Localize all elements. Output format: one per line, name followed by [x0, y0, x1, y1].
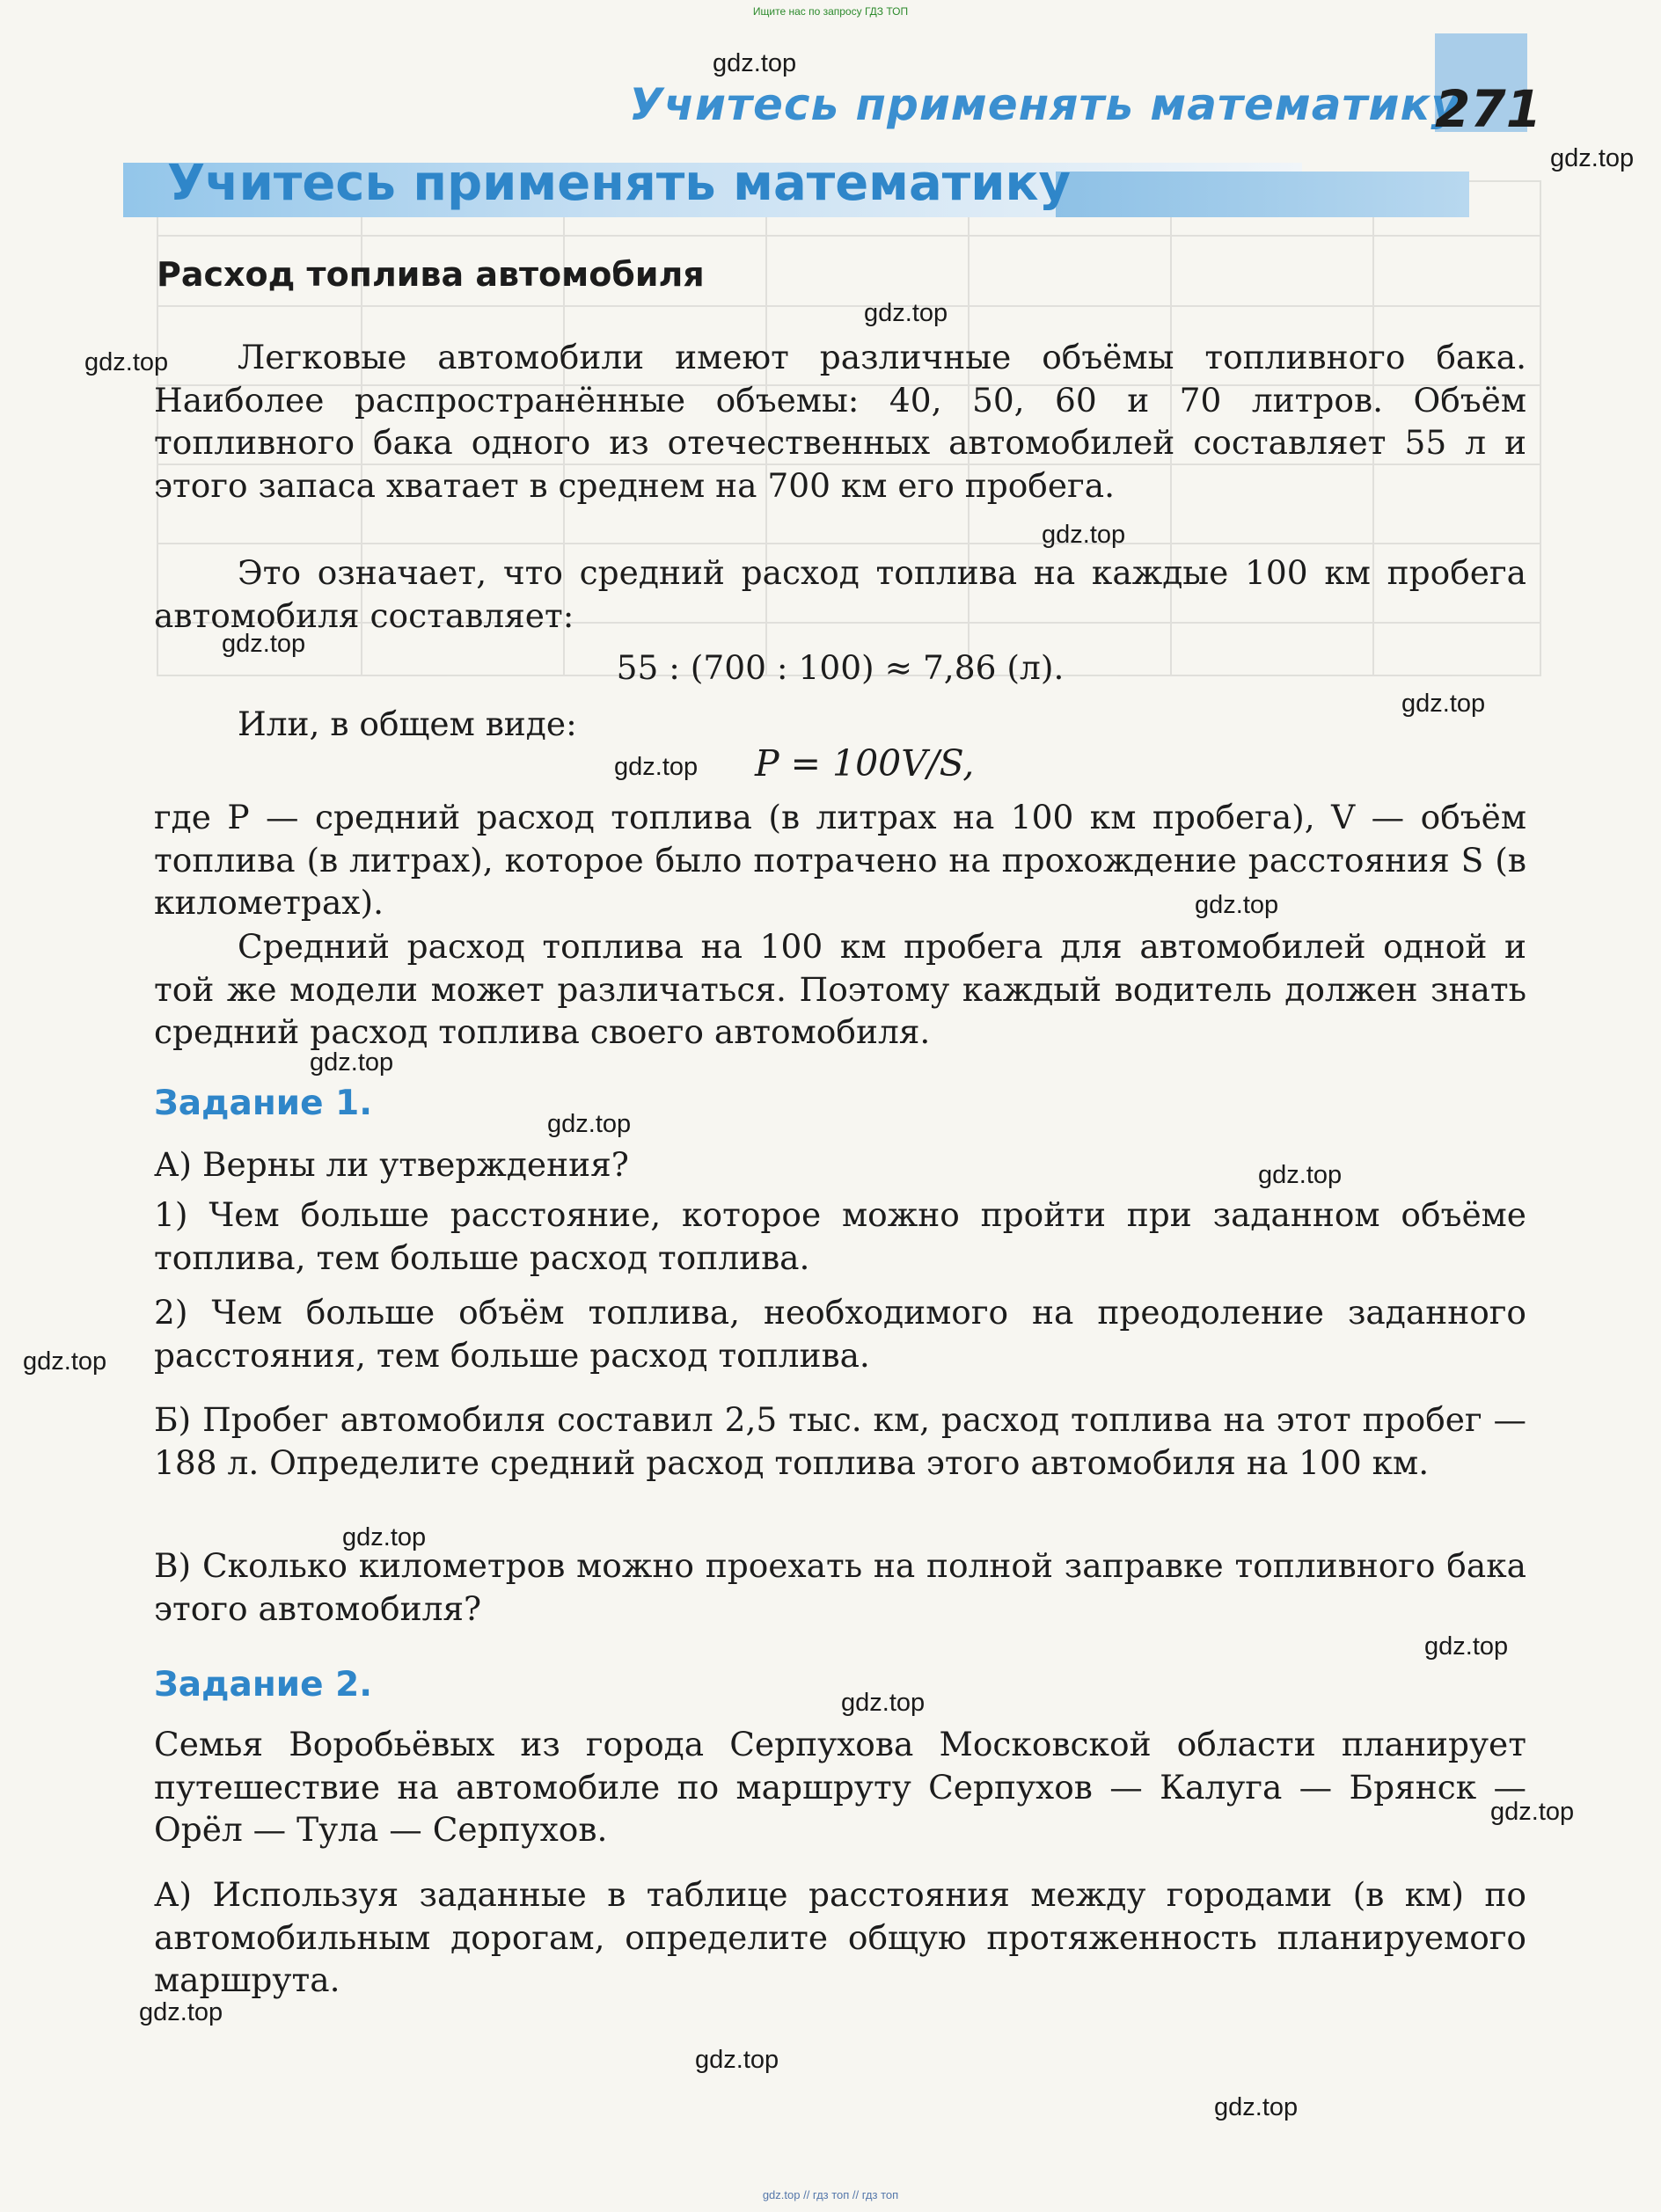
- watermark: gdz.top: [342, 1523, 427, 1551]
- paragraph-explanation: Это означает, что средний расход топлива на каждые 100 км пробега автомобиля составляет:: [154, 553, 1526, 635]
- watermark: gdz.top: [841, 1689, 926, 1717]
- watermark: gdz.top: [310, 1048, 394, 1077]
- watermark: gdz.top: [1424, 1632, 1509, 1661]
- paragraph-conclusion: Средний расход топлива на 100 км пробега для автомобилей одной и той же модели может различаться. Поэтому каждый водитель должен знать средний расход топлива своего автомобиля.: [154, 927, 1526, 1051]
- paragraph-definitions: где P — средний расход топлива (в литрах на 100 км пробега), V — объём топлива (в литрах), которое было потрачено на прохождение расстояния S (в километрах).: [154, 798, 1526, 922]
- task1-statement-2: 2) Чем больше объём топлива, необходимого на преодоление заданного расстояния, тем больше расход топлива.: [154, 1293, 1526, 1375]
- watermark: gdz.top: [1214, 2093, 1299, 2121]
- task1-question-a: А) Верны ли утверждения?: [154, 1145, 629, 1184]
- watermark: gdz.top: [1195, 891, 1279, 919]
- watermark: gdz.top: [1490, 1798, 1575, 1826]
- watermark: gdz.top: [695, 2046, 779, 2074]
- watermark: gdz.top: [713, 49, 797, 77]
- watermark: gdz.top: [1401, 690, 1486, 718]
- formula-example: 55 : (700 : 100) ≈ 7,86 (л).: [616, 648, 1065, 687]
- watermark: gdz.top: [864, 299, 948, 327]
- task1-heading: Задание 1.: [154, 1084, 373, 1123]
- task2-heading: Задание 2.: [154, 1665, 373, 1705]
- watermark: gdz.top: [1042, 521, 1126, 549]
- watermark: gdz.top: [222, 630, 306, 658]
- watermark: gdz.top: [547, 1110, 632, 1138]
- section-title: Учитесь применять математику: [167, 155, 1071, 212]
- page-number: 271: [1435, 79, 1542, 139]
- watermark: gdz.top: [84, 348, 169, 376]
- running-header: Учитесь применять математику: [629, 79, 1460, 130]
- task1-question-b: Б) Пробег автомобиля составил 2,5 тыс. км, расход топлива на этот пробег — 188 л. Определите средний расход топлива этого автомобиля на 100 км.: [154, 1400, 1526, 1482]
- watermark: gdz.top: [1550, 144, 1635, 172]
- paragraph-intro: Легковые автомобили имеют различные объёмы топливного бака. Наиболее распространённые объемы: 40, 50, 60 и 70 литров. Объём топливного бака одного из отечественных автомобилей составляет 55 л и этого запаса хватает в среднем на 700 км его пробега.: [154, 338, 1526, 505]
- formula-general: P = 100V/S,: [755, 742, 975, 785]
- watermark: gdz.top: [1258, 1161, 1343, 1189]
- watermark: gdz.top: [23, 1347, 107, 1376]
- task1-statement-1: 1) Чем больше расстояние, которое можно пройти при заданном объёме топлива, тем больше расход топлива.: [154, 1195, 1526, 1277]
- task2-text: Семья Воробьёвых из города Серпухова Московской области планирует путешествие на автомобиле по маршруту Серпухов — Калуга — Брянск — Орёл — Тула — Серпухов.: [154, 1725, 1526, 1849]
- section-banner-right: [1056, 172, 1469, 217]
- bottom-watermark-note: gdz.top // гдз топ // гдз топ: [762, 2188, 899, 2201]
- paragraph-general-lead: Или, в общем виде:: [238, 704, 577, 743]
- watermark: gdz.top: [139, 1998, 223, 2026]
- subtitle: Расход топлива автомобиля: [157, 255, 705, 294]
- top-watermark-note: Ищите нас по запросу ГДЗ ТОП: [752, 5, 909, 18]
- watermark: gdz.top: [614, 753, 699, 781]
- task2-question-a: А) Используя заданные в таблице расстояния между городами (в км) по автомобильным дорогам, определите общую протяженность планируемого маршрута.: [154, 1875, 1526, 1999]
- task1-question-c: В) Сколько километров можно проехать на полной заправке топливного бака этого автомобиля?: [154, 1546, 1526, 1628]
